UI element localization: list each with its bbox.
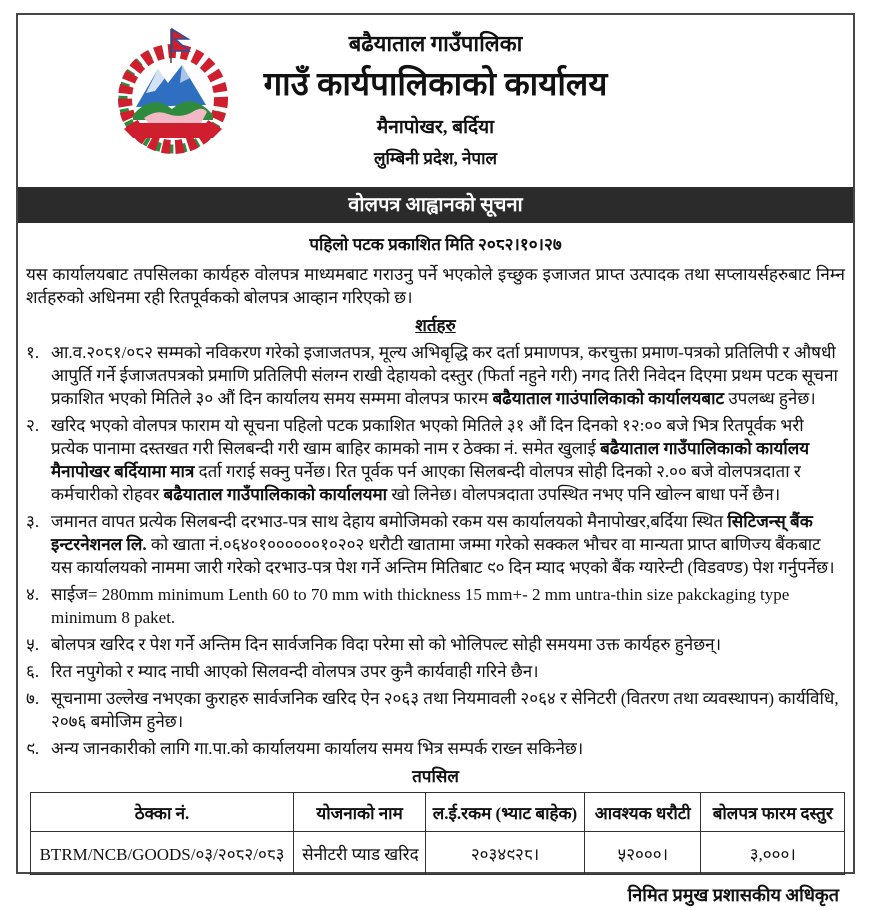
schedule-table-body: [31, 832, 845, 875]
term-item: [26, 660, 845, 683]
municipality-name: बढैयाताल गाउँपालिका: [348, 31, 523, 56]
term-text: खरिद भएको वोलपत्र फाराम यो सूचना पहिलो पटक प्रकाशित भएको मितिले ३१ औं दिन दिनको १२:०० बजे भित्र रितपूर्वक भरी प्रत्येक पानामा दस्तखत गरी सिलबन्दी गरी खाम बाहिर कामको नाम र ठेक्का नं. समेत खुलाई बढैयाताल गाउँपालिकाको कार्यालय मैनापोखर बर्दियामा मात्र दर्ता गराई सक्नु पर्नेछ। रित पूर्वक पर्न आएका सिलबन्दी वोलपत्र सोही दिनको २.०० बजे वोलपत्रदाता र कर्मचारीको रोहवर बढैयाताल गाउँपालिकाको कार्यालयमा खो लिनेछ। वोलपत्रदाता उपस्थित नभए पनि खोल्न बाधा पर्ने छैन।: [51, 416, 810, 504]
term-number: ५.: [26, 635, 40, 654]
term-item: [26, 414, 845, 506]
schedule-heading: तपसिल: [412, 767, 459, 786]
term-item: [26, 583, 845, 629]
publication-date: पहिलो पटक प्रकाशित मिति २०८२।१०।२७: [309, 235, 562, 254]
office-address: मैनापोखर, बर्दिया: [376, 117, 495, 138]
letterhead: [18, 15, 853, 177]
term-item: [26, 510, 845, 579]
term-number: ७.: [26, 689, 40, 708]
term-text: आ.व.२०८१/०८२ सम्मको नविकरण गरेको इजाजतपत्र, मूल्य अभिबृद्धि कर दर्ता प्रमाणपत्र, करचुक्ता प्रमाण-पत्रको प्रतिलिपी र औषधी आपुर्ति गर्ने ईजाजतपत्रको प्रमाणि प्रतिलिपी संलग्न राखी देहायको दस्तुर (फिर्ता नहुने गरी) नगद तिरी निवेदन दिएमा प्रथम पटक सूचना प्रकाशित भएको मितिले ३० औं दिन कार्यालय समय सम्ममा वोलपत्र फारम बढैयाताल गाउंपालिकाको कार्यालयबाट उपलब्ध हुनेछ।: [51, 343, 838, 408]
term-number: ९.: [26, 739, 40, 758]
office-name: गाउँ कार्यपालिकाको कार्यालय: [263, 67, 608, 103]
intro-paragraph: यस कार्यालयबाट तपसिलका कार्यहरु वोलपत्र माध्यमबाट गराउनु पर्ने भएकोले इच्छुक इजाजत प्राप्त उत्पादक तथा सप्लायर्सहरुबाट निम्न शर्तहरुको अधिनमा रही रितपूर्वकको बोलपत्र आव्हान गरिएको छ।: [26, 265, 845, 307]
term-number: ३.: [26, 512, 40, 531]
table-header-cell: आवश्यक धरौटी: [584, 793, 701, 832]
term-number: १.: [26, 343, 40, 362]
term-item: [26, 633, 845, 656]
table-header-cell: योजनाको नाम: [294, 793, 426, 832]
table-row: [31, 832, 845, 875]
schedule-table: [30, 792, 845, 875]
term-item: [26, 687, 845, 733]
signature-line: निमित प्रमुख प्रशासकीय अधिकृत: [627, 885, 839, 905]
table-cell: ३,०००।: [701, 832, 845, 875]
document-border: [16, 13, 855, 905]
table-cell: ५२०००।: [584, 832, 701, 875]
term-text: साईज= 280mm minimum Lenth 60 to 70 mm with thickness 15 mm+- 2 mm untra-thin size pakckaging type minimum 8 paket.: [51, 585, 790, 627]
notice-title-banner: [18, 187, 853, 223]
table-header-cell: ठेक्का नं.: [31, 793, 294, 832]
table-header-row: [31, 793, 845, 832]
notice-title: वोलपत्र आह्वानको सूचना: [348, 194, 523, 216]
schedule-table-head: [31, 793, 845, 832]
table-header-cell: ल.ई.रकम (भ्याट बाहेक): [426, 793, 585, 832]
table-cell: २०३४९२८।: [426, 832, 585, 875]
term-text: अन्य जानकारीको लागि गा.पा.को कार्यालयमा कार्यालय समय भित्र सम्पर्क राख्न सकिनेछ।: [51, 739, 584, 758]
term-item: [26, 341, 845, 410]
term-text: रित नपुगेको र म्याद नाघी आएको सिलवन्दी वोलपत्र उपर कुनै कार्यवाही गरिने छैन।: [51, 662, 539, 681]
table-cell: BTRM/NCB/GOODS/०३/२०८२/०८३: [31, 832, 294, 875]
table-header-cell: बोलपत्र फारम दस्तुर: [701, 793, 845, 832]
term-number: ६.: [26, 662, 40, 681]
terms-heading: शर्तहरु: [415, 316, 456, 335]
term-text: जमानत वापत प्रत्येक सिलबन्दी दरभाउ-पत्र साथ देहाय बमोजिमको रकम यस कार्यालयको मैनापोखर,बर्दिया स्थित सिटिजन्स् बैंक इन्टरनेशनल लि. को खाता नं.०६४०१००००००१०२०२ धरौटी खातामा जम्मा गरेको सक्कल भौचर वा मान्यता प्राप्त बाणिज्य बैंकबाट यस कार्यालयको नाममा जारी गरेको दरभाउ-पत्र पेश गर्ने अन्तिम मितिबाट ९० दिन म्याद भएको बैंक ग्यारेन्टी (विडवण्ड) पेश गर्नुपर्नेछ।: [51, 512, 835, 577]
term-number: ४.: [26, 585, 40, 604]
term-text: बोलपत्र खरिद र पेश गर्ने अन्तिम दिन सार्वजनिक विदा परेमा सो को भोलिपल्ट सोही समयमा उक्त कार्यहरु हुनेछन्।: [51, 635, 722, 654]
nepal-emblem-logo: [108, 23, 238, 155]
table-cell: सेनीटरी प्याड खरिद: [294, 832, 426, 875]
terms-list: [26, 341, 845, 760]
term-text: सूचनामा उल्लेख नभएका कुराहरु सार्वजनिक खरिद ऐन २०६३ तथा नियमावली २०६४ र सेनिटरी (वितरण तथा व्यवस्थापन) कार्यविधि, २०७६ बमोजिम हुनेछ।: [51, 689, 839, 731]
term-number: २.: [26, 416, 40, 435]
province-line: लुम्बिनी प्रदेश, नेपाल: [373, 149, 498, 168]
term-item: [26, 737, 845, 760]
